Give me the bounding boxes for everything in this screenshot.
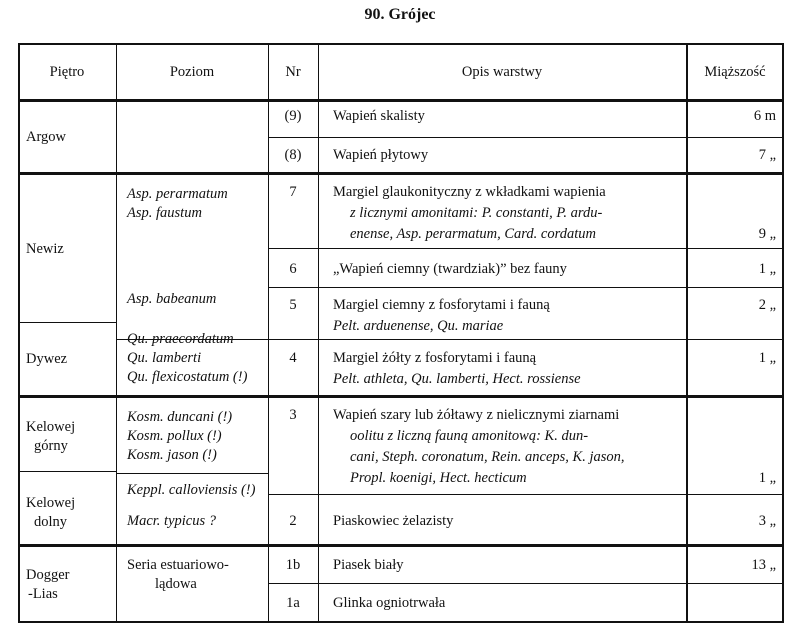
header-opis: Opis warstwy	[461, 64, 543, 80]
layer-description: Margiel żółty z fosforytami i fauną	[333, 350, 537, 366]
col-divider	[318, 43, 319, 623]
page-title: 90. Grójec	[364, 6, 436, 23]
zone-kosm-jason: Kosm. jason (!)	[127, 447, 217, 463]
col-divider	[268, 43, 269, 623]
row-divider	[18, 322, 116, 323]
layer-description: Glinka ogniotrwała	[333, 595, 446, 611]
stage-kelowej-dolny: Kelowej	[26, 495, 76, 511]
header-nr: Nr	[285, 64, 301, 80]
stage-dogger-lias: -Lias	[28, 586, 58, 602]
layer-description: „Wapień ciemny (twardziak)” bez fauny	[333, 261, 567, 277]
stage-kelowej-dolny: dolny	[34, 514, 68, 530]
layer-number: (9)	[284, 108, 302, 124]
layer-number: 1a	[286, 595, 300, 611]
row-divider	[268, 248, 784, 249]
row-divider	[268, 494, 784, 495]
layer-description: z licznymi amonitami: P. constanti, P. ardu-	[350, 205, 603, 221]
layer-thickness: 6 m	[753, 108, 776, 124]
row-divider	[268, 287, 784, 288]
layer-number: 4	[289, 350, 297, 366]
layer-thickness: 1 „	[758, 470, 776, 486]
layer-description: cani, Steph. coronatum, Rein. anceps, K. jason,	[350, 449, 625, 465]
layer-description: Wapień płytowy	[333, 147, 429, 163]
layer-number: 1b	[285, 557, 301, 573]
layer-thickness: 9 „	[758, 226, 776, 242]
layer-description: Piasek biały	[333, 557, 404, 573]
layer-number: 6	[289, 261, 297, 277]
layer-number: (8)	[284, 147, 302, 163]
layer-description: Margiel glaukonityczny z wkładkami wapienia	[333, 184, 606, 200]
layer-thickness: 3 „	[758, 513, 776, 529]
stage-dywez: Dywez	[26, 351, 68, 367]
layer-thickness: 13 „	[751, 557, 776, 573]
zone-seria-estuariowo: lądowa	[155, 576, 197, 592]
layer-description: oolitu z liczną fauną amonitową: K. dun-	[350, 428, 589, 444]
header-divider	[18, 99, 784, 102]
zone-asp-babeanum: Asp. babeanum	[127, 291, 217, 307]
col-divider	[686, 43, 688, 623]
layer-number: 2	[289, 513, 297, 529]
zone-seria-estuariowo: Seria estuariowo-	[127, 557, 229, 573]
zone-keppl-calloviensis: Keppl. calloviensis (!)	[127, 482, 256, 498]
layer-description: Piaskowiec żelazisty	[333, 513, 454, 529]
row-divider	[268, 583, 784, 584]
zone-asp-perarmatum: Asp. perarmatum	[127, 186, 228, 202]
header-poziom: Poziom	[169, 64, 215, 80]
layer-description: Pelt. arduenense, Qu. mariae	[333, 318, 504, 334]
stage-divider	[18, 395, 784, 398]
layer-description: Pelt. athleta, Qu. lamberti, Hect. rossiense	[333, 371, 581, 387]
zone-kosm-duncani: Kosm. duncani (!)	[127, 409, 233, 425]
layer-number: 7	[289, 184, 297, 200]
row-divider	[268, 137, 784, 138]
row-divider	[116, 473, 268, 474]
layer-thickness: 1 „	[758, 261, 776, 277]
zone-qu-flexicostatum: Qu. flexicostatum (!)	[127, 369, 248, 385]
stage-divider	[18, 544, 784, 547]
zone-qu-praecordatum: Qu. praecordatum	[127, 331, 234, 347]
stage-kelowej-gorny: górny	[34, 438, 68, 454]
zone-qu-lamberti: Qu. lamberti	[127, 350, 202, 366]
stage-newiz: Newiz	[26, 241, 64, 257]
col-divider	[116, 43, 117, 623]
layer-thickness: 1 „	[758, 350, 776, 366]
layer-description: Wapień skalisty	[333, 108, 425, 124]
zone-asp-faustum: Asp. faustum	[127, 205, 202, 221]
layer-description: enense, Asp. perarmatum, Card. cordatum	[350, 226, 596, 242]
zone-kosm-pollux: Kosm. pollux (!)	[127, 428, 222, 444]
row-divider	[18, 471, 116, 472]
layer-description: Propl. koenigi, Hect. hecticum	[350, 470, 527, 486]
layer-thickness: 2 „	[758, 297, 776, 313]
header-pietro: Piętro	[49, 64, 85, 80]
stage-divider	[18, 172, 784, 175]
zone-macr-typicus: Macr. typicus ?	[127, 513, 216, 529]
stage-kelowej-gorny: Kelowej	[26, 419, 76, 435]
layer-description: Wapień szary lub żółtawy z nielicznymi ziarnami	[333, 407, 620, 423]
stage-dogger-lias: Dogger	[26, 567, 70, 583]
layer-description: Margiel ciemny z fosforytami i fauną	[333, 297, 550, 313]
layer-thickness: 7 „	[758, 147, 776, 163]
layer-number: 5	[289, 297, 297, 313]
header-miazszosc: Miąższość	[704, 64, 766, 80]
layer-number: 3	[289, 407, 297, 423]
stage-argow: Argow	[26, 129, 67, 145]
